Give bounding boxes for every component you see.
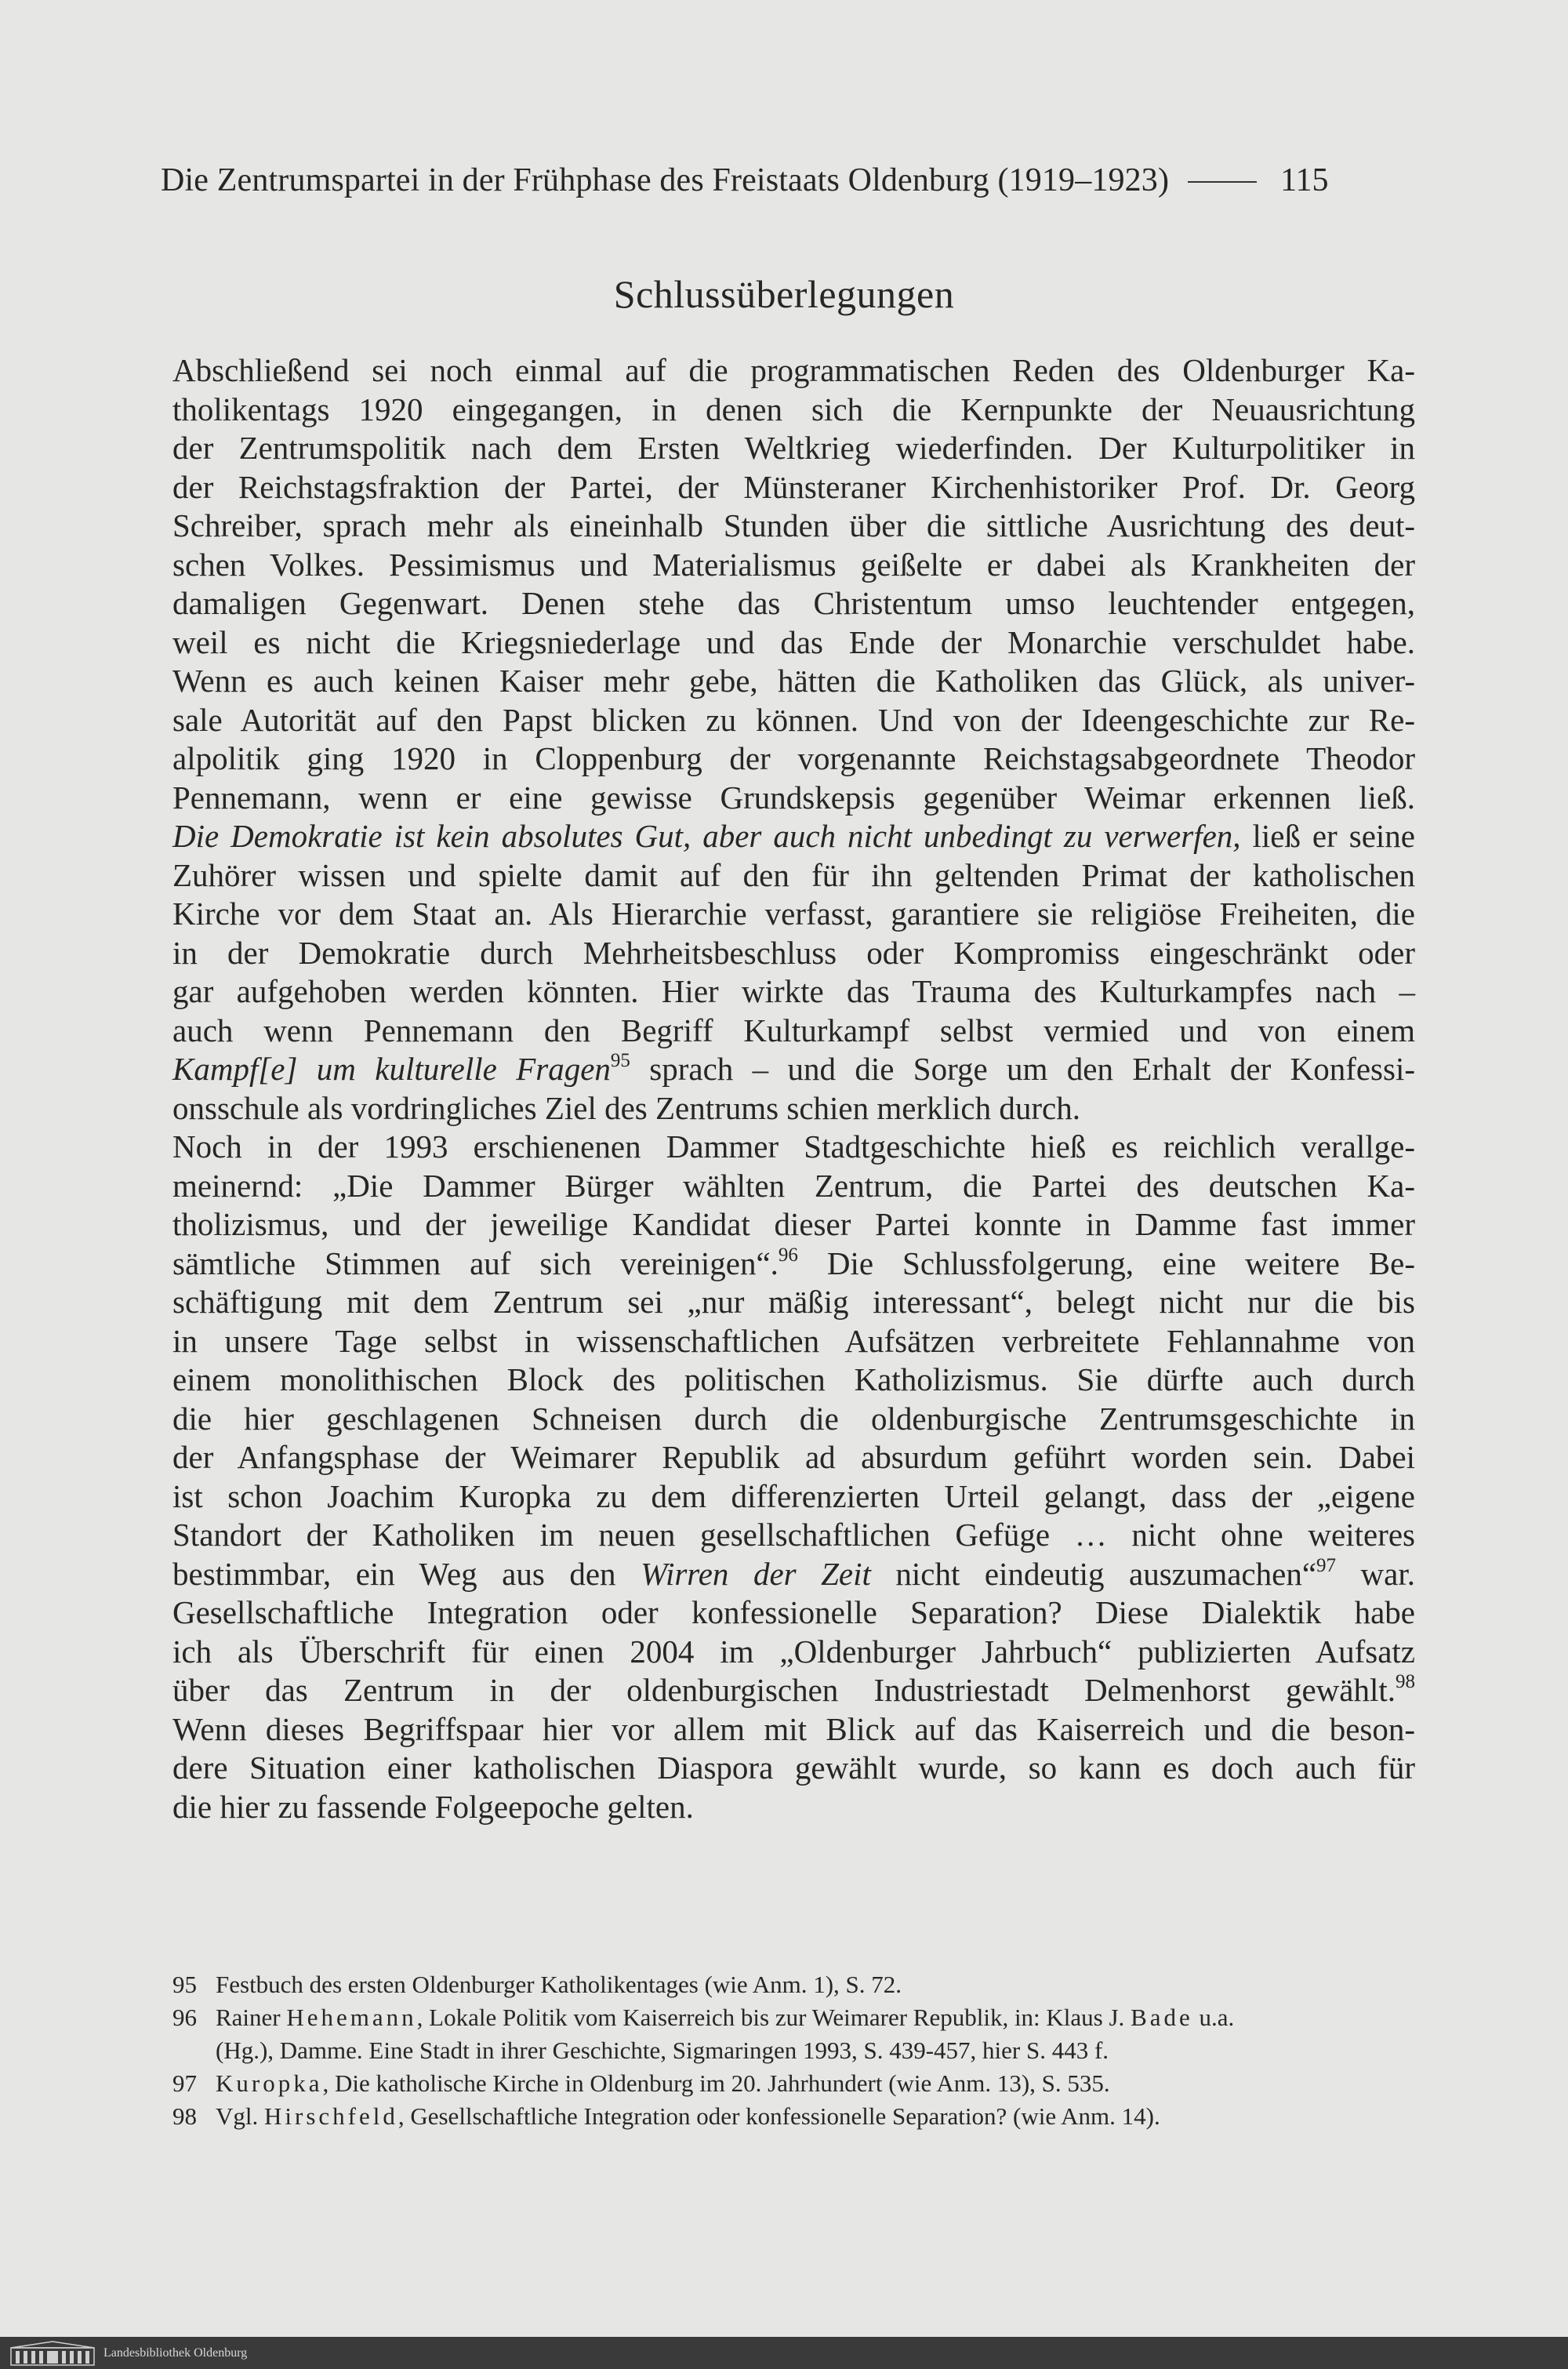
footnote-97 (172, 2067, 1419, 2100)
footnotes (172, 1968, 1419, 2133)
footnote-number: 98 (172, 2102, 197, 2130)
text-run: über das Zentrum in der oldenburgischen Industriestadt Delmenhorst gewählt. (172, 1672, 1396, 1708)
editor-name: Bade (1131, 2004, 1193, 2031)
footnote-ref-97: 97 (1316, 1554, 1337, 1576)
text-line: Kirche vor dem Staat an. Als Hierarchie verfasst, garantiere sie religiöse Freiheiten, die (172, 896, 1415, 932)
section-title: Schlussüberlegungen (613, 272, 955, 316)
text-line: Wenn dieses Begriffspaar hier vor allem mit Blick auf das Kaiserreich und die beson- (172, 1710, 1415, 1747)
text-line: alpolitik ging 1920 in Cloppenburg der vorgenannte Reichstagsabgeordnete Theodor (172, 740, 1415, 776)
text-line: der Reichstagsfraktion der Partei, der Münsteraner Kirchenhistoriker Prof. Dr. Georg (172, 468, 1415, 505)
running-head (161, 157, 1415, 204)
text-run: bestimmbar, ein Weg aus den (172, 1555, 641, 1592)
text-line: schen Volkes. Pessimismus und Materialismus geißelte er dabei als Krankheiten der (172, 546, 1415, 583)
text-line: schäftigung mit dem Zentrum sei „nur mäßig interessant“, belegt nicht nur die bis (172, 1284, 1415, 1320)
text-line: Wenn es auch keinen Kaiser mehr gebe, hätten die Katholiken das Glück, als univer- (172, 663, 1415, 699)
text-run: nicht eindeutig auszumachen“ (870, 1555, 1317, 1592)
text-line: Gesellschaftliche Integration oder konfessionelle Separation? Diese Dialektik habe (172, 1594, 1415, 1630)
text-run: , Die katholische Kirche in Oldenburg im 20. Jahrhundert (wie Anm. 13), S. 535. (322, 2069, 1110, 2097)
text-line: einem monolithischen Block des politischen Katholizismus. Sie dürfte auch durch (172, 1361, 1415, 1397)
footer-label: Landesbibliothek Oldenburg (103, 2345, 248, 2360)
text-run: , Lokale Politik vom Kaiserreich bis zur Weimarer Republik, in: Klaus J. (416, 2004, 1131, 2031)
footnote-text (216, 2067, 1419, 2100)
text-line: Schreiber, sprach mehr als eineinhalb Stunden über die sittliche Ausrichtung des deut- (172, 507, 1415, 543)
footnote-ref-98: 98 (1396, 1671, 1415, 1692)
text-line: Standort der Katholiken im neuen gesellschaftlichen Gefüge … nicht ohne weiteres (172, 1517, 1415, 1553)
text-run: ließ er seine (1240, 818, 1415, 854)
text-line: ist schon Joachim Kuropka zu dem differenzierten Urteil gelangt, dass der „eigene (172, 1477, 1415, 1514)
text-line: Noch in der 1993 erschienenen Dammer Stadtgeschichte hieß es reichlich verallge- (172, 1128, 1415, 1165)
footnote-text: Festbuch des ersten Oldenburger Katholikentages (wie Anm. 1), S. 72. (216, 1971, 902, 1998)
footnote-number: 97 (172, 2069, 197, 2097)
text-run: sämtliche Stimmen auf sich vereinigen“. (172, 1244, 779, 1281)
author-name: Hehemann (286, 2004, 417, 2031)
text-line: meinernd: „Die Dammer Bürger wählten Zentrum, die Partei des deutschen Ka- (172, 1167, 1415, 1204)
text-line: sale Autorität auf den Papst blicken zu können. Und von der Ideengeschichte zur Re- (172, 701, 1415, 738)
italic-quote: Wirren der Zeit (641, 1555, 871, 1592)
footnote-ref-96: 96 (778, 1244, 798, 1266)
footnote-ref-95: 95 (610, 1050, 630, 1071)
text-run: Vgl. (216, 2102, 264, 2130)
footnote-98 (172, 2100, 1419, 2133)
text-line: in unsere Tage selbst in wissenschaftlichen Aufsätzen verbreitete Fehlannahme von (172, 1322, 1415, 1359)
text-run: war. (1336, 1555, 1415, 1592)
page-number: 115 (1280, 162, 1329, 198)
text-line: in der Demokratie durch Mehrheitsbeschluss oder Kompromiss eingeschränkt oder (172, 934, 1415, 971)
text-line: damaligen Gegenwart. Denen stehe das Christentum umso leuchtender entgegen, (172, 585, 1415, 621)
text-line: die hier geschlagenen Schneisen durch die oldenburgische Zentrumsgeschichte in (172, 1400, 1415, 1437)
text-line (172, 1671, 1415, 1710)
italic-quote: Die Demokratie ist kein absolutes Gut, aber auch nicht unbedingt zu verwerfen, (172, 818, 1241, 854)
footnote-number: 96 (172, 2004, 197, 2031)
text-run: , Gesellschaftliche Integration oder konfessionelle Separation? (wie Anm. 14). (397, 2102, 1160, 2130)
text-run: Rainer (216, 2004, 287, 2031)
footnote-95 (172, 1968, 1419, 2001)
footnote-96-continuation: (Hg.), Damme. Eine Stadt in ihrer Geschichte, Sigmaringen 1993, S. 439-457, hier S. 443 f. (216, 2037, 1109, 2064)
text-run: sprach – und die Sorge um den Erhalt der Konfessi- (630, 1051, 1415, 1087)
text-line: auch wenn Pennemann den Begriff Kulturkampf selbst vermied und von einem (172, 1012, 1415, 1048)
text-line: ich als Überschrift für einen 2004 im „Oldenburger Jahrbuch“ publizierten Aufsatz (172, 1633, 1415, 1670)
text-run: u.a. (1192, 2004, 1235, 2031)
footnote-number: 95 (172, 1971, 197, 1998)
running-head-title: Die Zentrumspartei in der Frühphase des Freistaats Oldenburg (1919–1923) (161, 162, 1170, 198)
text-line: Pennemann, wenn er eine gewisse Grundskepsis gegenüber Weimar erkennen ließ. (172, 779, 1415, 816)
text-line: tholikentags 1920 eingegangen, in denen sich die Kernpunkte der Neuausrichtung (172, 391, 1415, 427)
author-name: Kuropka (216, 2069, 323, 2097)
library-building-icon (9, 2340, 96, 2367)
text-line: dere Situation einer katholischen Diaspora gewählt wurde, so kann es doch auch für (172, 1749, 1415, 1786)
italic-quote: Kampf[e] um kulturelle Fragen (172, 1051, 611, 1087)
text-line: die hier zu fassende Folgeepoche gelten. (172, 1788, 694, 1825)
author-name: Hirschfeld (264, 2102, 398, 2130)
text-line: weil es nicht die Kriegsniederlage und das Ende der Monarchie verschuldet habe. (172, 623, 1415, 660)
text-line (172, 1244, 1415, 1284)
text-line: der Zentrumspolitik nach dem Ersten Weltkrieg wiederfinden. Der Kulturpolitiker in (172, 430, 1415, 466)
text-line: onsschule als vordringliches Ziel des Zentrums schien merklich durch. (172, 1089, 1080, 1126)
footnote-text (216, 2100, 1419, 2133)
text-line (172, 817, 1415, 856)
footer-bar (0, 2337, 1568, 2369)
body-text (172, 351, 1415, 1826)
text-line: tholizismus, und der jeweilige Kandidat dieser Partei konnte in Damme fast immer (172, 1206, 1415, 1242)
text-line: gar aufgehoben werden könnten. Hier wirkte das Trauma des Kulturkampfes nach – (172, 973, 1415, 1009)
text-line (172, 1050, 1415, 1089)
running-head-rule (1188, 181, 1257, 183)
text-line: der Anfangsphase der Weimarer Republik ad absurdum geführt worden sein. Dabei (172, 1439, 1415, 1475)
text-line: Abschließend sei noch einmal auf die programmatischen Reden des Oldenburger Ka- (172, 352, 1415, 388)
text-line: Zuhörer wissen und spielte damit auf den für ihn geltenden Primat der katholischen (172, 856, 1415, 893)
footnote-96 (172, 2001, 1419, 2034)
text-run: Die Schlussfolgerung, eine weitere Be- (797, 1244, 1415, 1281)
footnote-text (216, 2001, 1419, 2034)
text-line (172, 1555, 1415, 1594)
